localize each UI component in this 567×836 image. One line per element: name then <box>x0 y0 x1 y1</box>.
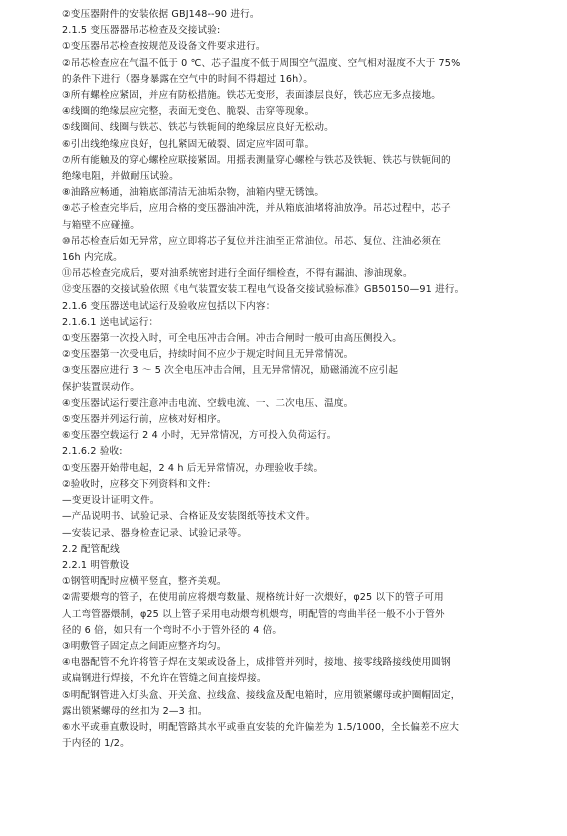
text-line: ②吊芯检查应在气温不低于 0 ℃、芯子温度不低于周围空气温度、空气相对湿度不大于 75% <box>62 57 461 69</box>
section-heading: 2.2.1 明管敷设 <box>62 559 130 571</box>
text-line: ②变压器第一次受电后，持续时间不应少于规定时间且无异常情况。 <box>62 349 354 361</box>
section-heading: 2.1.6.2 验收: <box>62 446 123 458</box>
text-line: ⑥引出线绝缘应良好，包扎紧固无破裂、固定应牢固可靠。 <box>62 138 315 150</box>
text-line: ⑫变压器的交接试验依照《电气装置安装工程电气设备交接试验标准》GB50150—91 进行。 <box>62 284 465 296</box>
text-line: 径的 6 倍，如只有一个弯时不小于管外径的 4 倍。 <box>62 624 283 636</box>
list-item: —安装记录、器身检查记录、试验记录等。 <box>62 527 248 539</box>
text-line: ④电器配管不允许将管子焊在支架或设备上，成排管并列时，接地、接零线路接线使用圆钢 <box>62 657 451 669</box>
text-line: ⑤变压器并列运行前，应核对好相序。 <box>62 414 227 426</box>
text-line: 露出锁紧螺母的丝扣为 2—3 扣。 <box>62 705 208 717</box>
text-line: ⑥变压器空载运行 2 4 小时，无异常情况，方可投入负荷运行。 <box>62 430 337 442</box>
text-line: 与箱壁不应碰撞。 <box>62 219 140 231</box>
list-item: —产品说明书、试验记录、合格证及安装图纸等技术文件。 <box>62 511 316 523</box>
text-line: ②需要煨弯的管子，在使用前应将煨弯数量、规格统计好一次煨好，φ25 以下的管子可用 <box>62 592 444 604</box>
text-line: 保护装置误动作。 <box>62 381 140 393</box>
text-line: ⑪吊芯检查完成后，要对油系统密封进行全面仔细检查，不得有漏油、渗油现象。 <box>62 268 413 280</box>
text-line: ⑨芯子检查完毕后，应用合格的变压器油冲洗，并从箱底油堵将油放净。吊芯过程中，芯子 <box>62 203 451 215</box>
text-line: ⑥水平或垂直敷设时，明配管路其水平或垂直安装的允许偏差为 1.5/1000，全长偏差不应大 <box>62 721 460 733</box>
text-line: ⑩吊芯检查后如无异常，应立即将芯子复位并注油至正常油位。吊芯、复位、注油必须在 <box>62 235 442 247</box>
section-heading: 2.1.6.1 送电试运行： <box>62 316 159 328</box>
text-line: ①变压器吊芯检查按规范及设备文件要求进行。 <box>62 41 266 53</box>
text-line: ②验收时，应移交下列资料和文件: <box>62 478 211 490</box>
text-line: ④线圈的绝缘层应完整，表面无变色、脆裂、击穿等现象。 <box>62 106 315 118</box>
text-line: ⑧油路应畅通，油箱底部清洁无油垢杂物，油箱内壁无锈蚀。 <box>62 187 325 199</box>
text-line: 于内径的 1/2。 <box>62 738 130 750</box>
text-line: ①变压器第一次投入时，可全电压冲击合闸。冲击合闸时一般可由高压侧投入。 <box>62 333 403 345</box>
text-line: ⑤明配钢管进入灯头盒、开关盒、拉线盒、接线盒及配电箱时，应用锁紧螺母或护圈帽固定， <box>62 689 461 701</box>
text-line: 的条件下进行（器身暴露在空气中的时间不得超过 16h）。 <box>62 73 313 85</box>
text-line: ③所有螺栓应紧固，并应有防松措施。铁芯无变形，表面漆层良好，铁芯应无多点接地。 <box>62 90 442 102</box>
text-line: 或扁钢进行焊接，不允许在管缝之间直接焊接。 <box>62 673 267 685</box>
text-line: ⑤线圈间、线圈与铁芯、铁芯与铁轭间的绝缘层应良好无松动。 <box>62 122 334 134</box>
text-line: ③变压器应进行 3 ～ 5 次全电压冲击合闸，且无异常情况，励磁涌流不应引起 <box>62 365 399 377</box>
text-line: ①变压器开始带电起，2 4 h 后无异常情况，办理验收手续。 <box>62 462 324 474</box>
text-line: ④变压器试运行要注意冲击电流、空载电流、一、二次电压、温度。 <box>62 397 354 409</box>
text-line: ①钢管明配时应横平竖直，整齐美观。 <box>62 576 227 588</box>
text-line: 人工弯管器煨制，φ25 以上管子采用电动煨弯机煨弯，明配管的弯曲半径一般不小于管外 <box>62 608 445 620</box>
text-line: 16h 内完成。 <box>62 252 123 264</box>
text-line: 绝缘电阻，并做耐压试验。 <box>62 171 179 183</box>
section-heading: 2.1.5 变压器器吊芯检查及交接试验: <box>62 25 221 37</box>
section-heading: 2.2 配管配线 <box>62 543 120 555</box>
list-item: —变更设计证明文件。 <box>62 495 160 507</box>
text-line: ③明敷管子固定点之间距应整齐均匀。 <box>62 640 227 652</box>
text-line: ⑦所有能触及的穿心螺栓应联接紧固。用摇表测量穿心螺栓与铁芯及铁轭、铁芯与铁轭间的 <box>62 154 451 166</box>
text-line: ②变压器附件的安装依据 GBJ148--90 进行。 <box>62 9 260 20</box>
section-heading: 2.1.6 变压器送电试运行及验收应包括以下内容： <box>62 300 276 312</box>
